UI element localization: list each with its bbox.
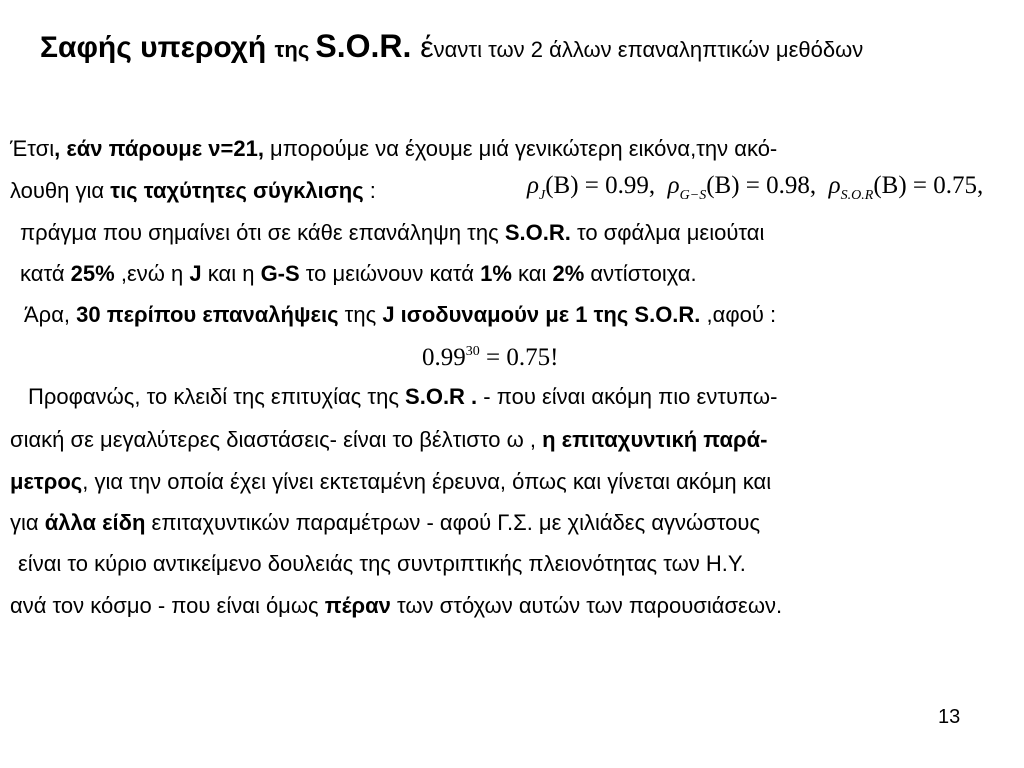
page-number: 13	[938, 706, 961, 728]
rho-symbol: ρ	[667, 172, 680, 199]
text-bold: ισοδυναμούν με 1 της S.O.R.	[394, 302, 701, 327]
p2-line-6	[10, 593, 782, 619]
subscript-gs: G−S	[679, 188, 707, 203]
text: των στόχων αυτών των παρουσιάσεων.	[390, 593, 783, 618]
rhs: = 0.75!	[479, 344, 559, 371]
text-bold: , εάν πάρουμε ν=21,	[54, 136, 264, 161]
subscript-j: J	[539, 188, 546, 203]
text: είναι το κύριο αντικείμενο δουλειάς της συντριπτικής πλειονότητας των Η.Υ.	[18, 551, 746, 576]
text-bold: S.O.R.	[504, 220, 571, 245]
p1-line-4	[20, 261, 697, 287]
text: και η	[201, 261, 261, 286]
title-part-1: Σαφής υπεροχή	[40, 31, 275, 64]
text: , για την οποία έχει γίνει εκτεταμένη έρευνα, όπως και γίνεται ακόμη και	[82, 469, 772, 494]
value-j: 0.99,	[605, 172, 656, 199]
text: ανά τον κόσμο - που είναι όμως	[10, 593, 325, 618]
rho-symbol: ρ	[527, 172, 539, 199]
base: 0.99	[422, 344, 466, 371]
title-part-2: της	[274, 37, 316, 62]
equals: =	[906, 172, 934, 199]
text-bold: 1%	[480, 261, 512, 286]
subscript-sor: S.O.R	[840, 188, 874, 203]
text: κατά	[20, 261, 71, 286]
value-gs: 0.98,	[766, 172, 817, 199]
text: της	[338, 302, 383, 327]
text-bold: 30 περίπου επαναλήψεις	[76, 302, 339, 327]
text: Έτσι	[10, 136, 55, 161]
text: :	[363, 178, 376, 203]
equivalence-formula	[422, 344, 558, 372]
p1-line-3	[20, 220, 764, 246]
p2-line-1	[28, 384, 777, 410]
equals: =	[578, 172, 606, 199]
text-bold: 25%	[70, 261, 115, 286]
text-bold: πέραν	[324, 593, 391, 618]
text: επιταχυντικών παραμέτρων - αφού Γ.Σ. με χιλιάδες αγνώστους	[145, 510, 761, 535]
text-bold: η επιταχυντική παρά-	[542, 427, 768, 452]
text: και	[511, 261, 553, 286]
text: πράγμα που σημαίνει ότι σε κάθε επανάληψη της	[20, 220, 505, 245]
p2-line-2	[10, 427, 767, 453]
text-bold: G-S	[260, 261, 300, 286]
arg: (B)	[545, 172, 579, 199]
slide-title	[40, 28, 1010, 65]
text: το μειώνουν κατά	[299, 261, 481, 286]
text-bold: J	[189, 261, 202, 286]
text: σιακή σε μεγαλύτερες διαστάσεις- είναι το βέλτιστο ω ,	[10, 427, 543, 452]
text: ,ενώ η	[114, 261, 190, 286]
value-sor: 0.75,	[933, 172, 984, 199]
text-bold: άλλα είδη	[44, 510, 146, 535]
arg: (B)	[706, 172, 740, 199]
text-bold: 2%	[552, 261, 585, 286]
text: λουθη για	[10, 178, 111, 203]
p2-line-4	[10, 510, 760, 536]
text-bold: J	[382, 302, 395, 327]
equals: =	[739, 172, 767, 199]
text: το σφάλμα μειούται	[570, 220, 765, 245]
p2-line-5	[18, 551, 746, 577]
text: αντίστοιχα.	[584, 261, 697, 286]
text: για	[10, 510, 45, 535]
arg: (B)	[873, 172, 907, 199]
text: - που είναι ακόμη πιο εντυπω-	[477, 384, 778, 409]
p2-line-3	[10, 469, 771, 495]
text-bold: μετρος	[10, 469, 83, 494]
p1-line-1	[10, 136, 777, 162]
p1-line-5	[24, 302, 776, 328]
text-bold: τις ταχύτητες σύγκλισης	[110, 178, 364, 203]
text: Προφανώς, το κλειδί της επιτυχίας της	[28, 384, 406, 409]
text: Άρα,	[24, 302, 77, 327]
title-part-4: έ	[420, 31, 434, 64]
convergence-rates-formula	[527, 172, 983, 204]
text: μπορούμε να έχουμε μιά γενικώτερη εικόνα,την ακό-	[263, 136, 778, 161]
title-part-3: S.O.R.	[315, 28, 421, 64]
title-part-5: ναντι των 2 άλλων επαναληπτικών μεθόδων	[433, 37, 864, 62]
exponent: 30	[465, 344, 480, 359]
p1-line-2	[10, 178, 376, 204]
text: ,αφού :	[700, 302, 777, 327]
text-bold: S.O.R .	[405, 384, 478, 409]
rho-symbol: ρ	[828, 172, 841, 199]
